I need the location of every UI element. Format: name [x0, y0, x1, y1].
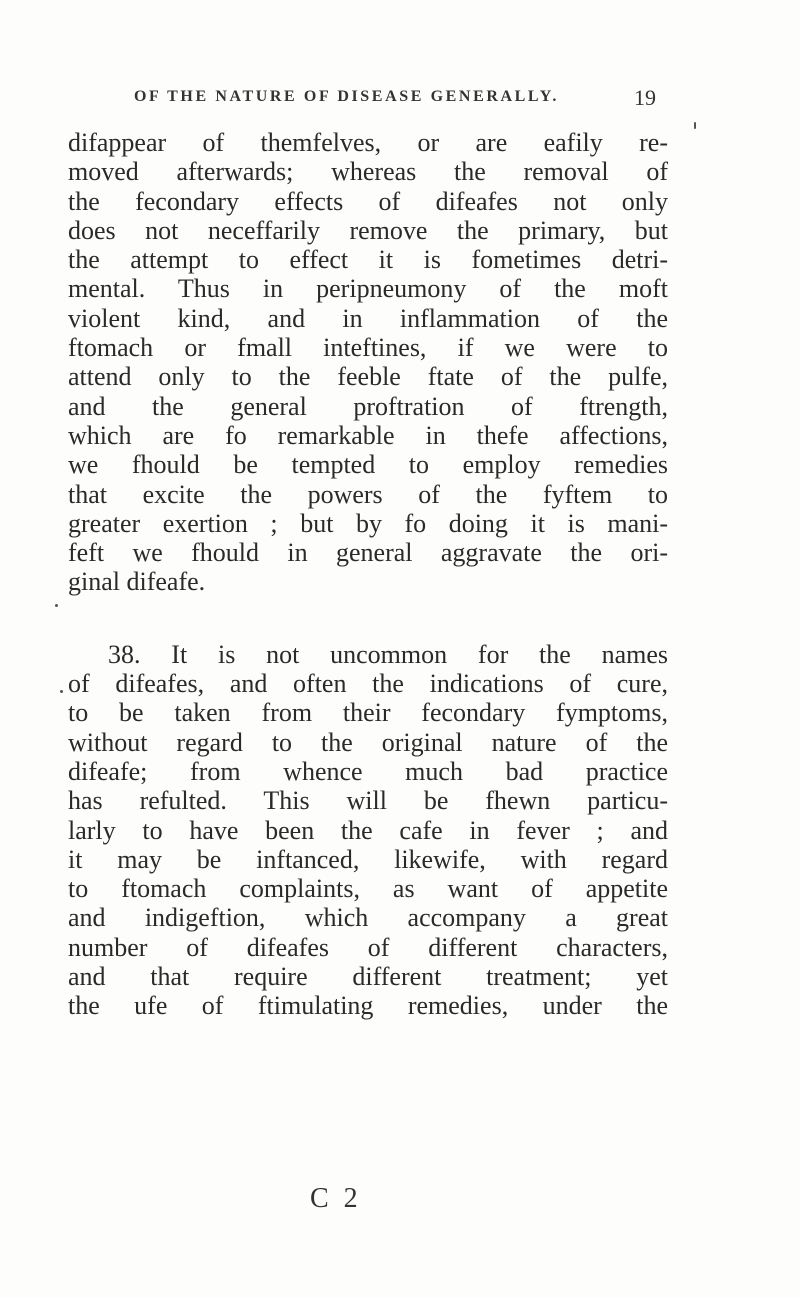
- text-line: ftomach or fmall inteftines, if we were to: [68, 333, 668, 363]
- text-line: does not neceffarily remove the primary, but: [68, 215, 668, 245]
- text-line: violent kind, and in inflammation of the: [68, 303, 668, 333]
- text-line: difeafe; from whence much bad practice: [68, 756, 668, 786]
- text-line: and indigeftion, which accompany a great: [68, 903, 668, 933]
- text-line: difappear of themfelves, or are eafily re-: [68, 128, 668, 157]
- text-line: to be taken from their fecondary fymptoms,: [68, 698, 668, 728]
- paper-speck: [55, 604, 58, 607]
- text-line: ginal difeafe.: [68, 567, 206, 597]
- text-line: has refulted. This will be fhewn particu-: [68, 786, 668, 816]
- running-head: [134, 85, 656, 110]
- text-line: of difeafes, and often the indications of cure,: [68, 669, 668, 699]
- text-line: attend only to the feeble ftate of the pulfe,: [68, 362, 668, 392]
- text-line: 38. It is not uncommon for the names: [108, 639, 668, 669]
- paragraph-1: [68, 128, 668, 597]
- signature-mark: C 2: [310, 1183, 362, 1214]
- text-line: which are fo remarkable in thefe affections,: [68, 420, 668, 450]
- text-line: we fhould be tempted to employ remedies: [68, 450, 668, 480]
- text-line: to ftomach complaints, as want of appetite: [68, 874, 668, 904]
- text-line: moved afterwards; whereas the removal of: [68, 157, 668, 187]
- text-line: greater exertion ; but by fo doing it is mani-: [68, 508, 668, 538]
- paper-speck: [60, 690, 63, 693]
- text-line: the fecondary effects of difeafes not only: [68, 186, 668, 216]
- text-line: number of difeafes of different characters,: [68, 932, 668, 962]
- paper-speck: [694, 122, 696, 129]
- running-head-title: OF THE NATURE OF DISEASE GENERALLY.: [134, 88, 560, 105]
- text-line: mental. Thus in peripneumony of the moft: [68, 274, 668, 304]
- text-line: and that require different treatment; yet: [68, 962, 668, 992]
- page-number: 19: [634, 85, 656, 110]
- text-line: without regard to the original nature of the: [68, 727, 668, 757]
- text-line: it may be inftanced, likewife, with regard: [68, 844, 668, 874]
- text-line: the attempt to effect it is fometimes detri-: [68, 245, 668, 275]
- paragraph-gap: [68, 597, 668, 640]
- text-line: feft we fhould in general aggravate the ori-: [68, 538, 668, 568]
- text-line: the ufe of ftimulating remedies, under the: [68, 991, 668, 1021]
- text-line: that excite the powers of the fyftem to: [68, 479, 668, 509]
- text-line: larly to have been the cafe in fever ; and: [68, 815, 668, 845]
- paragraph-2: [68, 640, 668, 1021]
- text-line: and the general proftration of ftrength,: [68, 391, 668, 421]
- body-text: [68, 128, 668, 1021]
